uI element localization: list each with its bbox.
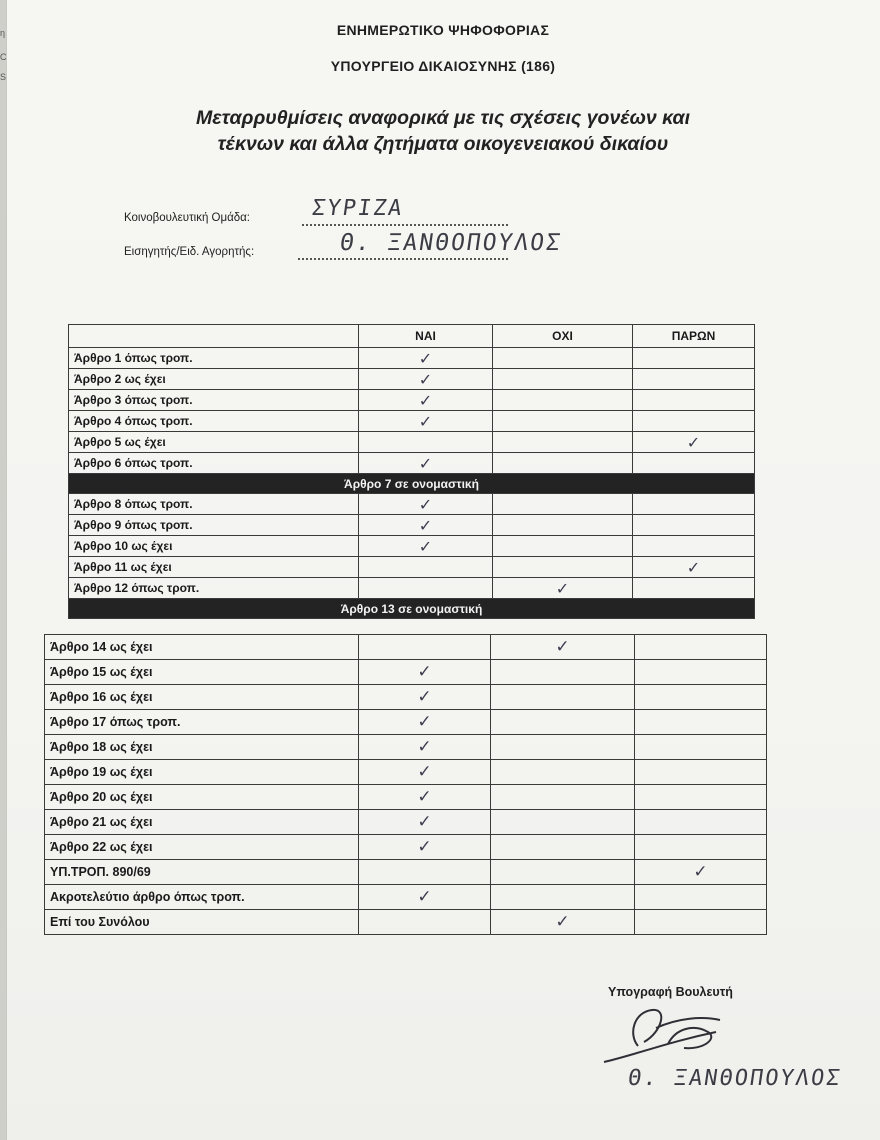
table-row [45, 810, 767, 835]
check-mark-icon: ✓ [359, 835, 491, 860]
vote-cell [493, 494, 633, 515]
group-dotted-line [302, 224, 508, 226]
vote-cell [491, 710, 635, 735]
vote-cell [635, 660, 767, 685]
vote-cell [633, 494, 755, 515]
table-row [69, 390, 755, 411]
article-label: Άρθρο 22 ως έχει [45, 835, 359, 860]
vote-cell [633, 348, 755, 369]
edge-mark: C [0, 52, 7, 62]
article-label: Άρθρο 19 ως έχει [45, 760, 359, 785]
vote-cell [633, 453, 755, 474]
vote-cell [633, 515, 755, 536]
table-row [45, 735, 767, 760]
vote-cell [491, 785, 635, 810]
band-label: Άρθρο 13 σε ονομαστική [69, 599, 755, 619]
article-label: Άρθρο 3 όπως τροπ. [69, 390, 359, 411]
vote-cell [359, 432, 493, 453]
check-mark-icon: ✓ [359, 885, 491, 910]
table-row [69, 557, 755, 578]
vote-cell [635, 810, 767, 835]
header-line-1: ΕΝΗΜΕΡΩΤΙΚΟ ΨΗΦΟΦΟΡΙΑΣ [336, 22, 550, 38]
check-mark-icon: ✓ [359, 348, 493, 369]
rapporteur-label: Εισηγητής/Ειδ. Αγορητής: [124, 246, 255, 258]
vote-cell [635, 760, 767, 785]
vote-cell [359, 910, 491, 935]
vote-cell [635, 885, 767, 910]
article-label: Άρθρο 14 ως έχει [45, 635, 359, 660]
table-row [69, 453, 755, 474]
check-mark-icon: ✓ [359, 494, 493, 515]
edge-mark: η [0, 28, 6, 38]
vote-cell [491, 760, 635, 785]
article-label: Άρθρο 15 ως έχει [45, 660, 359, 685]
vote-cell [491, 810, 635, 835]
vote-cell [491, 685, 635, 710]
signature-handwritten-name: Θ. ΞΑΝΘΟΠΟΥΛΟΣ [626, 1066, 844, 1091]
roll-call-band [69, 599, 755, 619]
group-handwritten-value: ΣΥΡΙΖΑ [310, 196, 406, 221]
signature-label: Υπογραφή Βουλευτή [608, 985, 733, 999]
table-row [69, 536, 755, 557]
vote-table-lower [44, 634, 766, 935]
check-mark-icon: ✓ [359, 536, 493, 557]
article-label: Άρθρο 11 ως έχει [69, 557, 359, 578]
column-header-no: ΟΧΙ [493, 325, 633, 348]
vote-cell [491, 835, 635, 860]
check-mark-icon: ✓ [359, 369, 493, 390]
table-row [45, 785, 767, 810]
vote-cell [635, 685, 767, 710]
table-row [45, 760, 767, 785]
table-row [45, 860, 767, 885]
check-mark-icon: ✓ [359, 760, 491, 785]
check-mark-icon: ✓ [359, 785, 491, 810]
column-header-yes: ΝΑΙ [359, 325, 493, 348]
check-mark-icon: ✓ [359, 411, 493, 432]
rapporteur-dotted-line [298, 258, 508, 260]
table-row [45, 885, 767, 910]
vote-cell [359, 635, 491, 660]
check-mark-icon: ✓ [359, 390, 493, 411]
vote-cell [493, 536, 633, 557]
vote-cell [635, 785, 767, 810]
vote-cell [493, 432, 633, 453]
roll-call-band [69, 474, 755, 494]
article-label: Άρθρο 2 ως έχει [69, 369, 359, 390]
signature-scribble [598, 998, 748, 1068]
bill-title-line-2: τέκνων και άλλα ζητήματα οικογενειακού δικαίου [217, 133, 669, 155]
vote-cell [633, 411, 755, 432]
table-row [69, 348, 755, 369]
check-mark-icon: ✓ [359, 660, 491, 685]
vote-cell [491, 660, 635, 685]
rapporteur-handwritten-value: Θ. ΞΑΝΘΟΠΟΥΛΟΣ [338, 230, 564, 256]
vote-cell [493, 557, 633, 578]
bill-title-line-1: Μεταρρυθμίσεις αναφορικά με τις σχέσεις γονέων και [196, 107, 690, 129]
check-mark-icon: ✓ [359, 515, 493, 536]
vote-cell [491, 735, 635, 760]
vote-cell [633, 369, 755, 390]
vote-cell [493, 453, 633, 474]
header-line-2: ΥΠΟΥΡΓΕΙΟ ΔΙΚΑΙΟΣΥΝΗΣ (186) [330, 58, 556, 74]
group-label: Κοινοβουλευτική Ομάδα: [124, 212, 250, 224]
vote-cell [493, 515, 633, 536]
article-label: Άρθρο 21 ως έχει [45, 810, 359, 835]
table-row [45, 685, 767, 710]
vote-cell [635, 635, 767, 660]
table-row [45, 910, 767, 935]
check-mark-icon: ✓ [491, 635, 635, 660]
article-label: Άρθρο 4 όπως τροπ. [69, 411, 359, 432]
edge-mark: S [0, 72, 7, 82]
article-label: Άρθρο 12 όπως τροπ. [69, 578, 359, 599]
article-label: Άρθρο 8 όπως τροπ. [69, 494, 359, 515]
article-label: Άρθρο 20 ως έχει [45, 785, 359, 810]
vote-cell [359, 578, 493, 599]
article-label: Άρθρο 9 όπως τροπ. [69, 515, 359, 536]
table-row [45, 635, 767, 660]
column-header-present: ΠΑΡΩΝ [633, 325, 755, 348]
table-row [69, 369, 755, 390]
vote-cell [635, 735, 767, 760]
vote-cell [633, 390, 755, 411]
check-mark-icon: ✓ [493, 578, 633, 599]
vote-cell [491, 860, 635, 885]
table-row [69, 494, 755, 515]
table-row [69, 411, 755, 432]
article-label: Άρθρο 16 ως έχει [45, 685, 359, 710]
vote-table-upper [68, 324, 754, 619]
vote-cell [633, 536, 755, 557]
table-row [69, 432, 755, 453]
table-row [45, 710, 767, 735]
vote-cell [633, 578, 755, 599]
vote-cell [635, 910, 767, 935]
article-label: Επί του Συνόλου [45, 910, 359, 935]
table-row [69, 578, 755, 599]
article-label: Άρθρο 18 ως έχει [45, 735, 359, 760]
article-label: Άρθρο 1 όπως τροπ. [69, 348, 359, 369]
article-label: Άρθρο 5 ως έχει [69, 432, 359, 453]
check-mark-icon: ✓ [359, 710, 491, 735]
check-mark-icon: ✓ [359, 453, 493, 474]
table-header-row [69, 325, 755, 348]
table-row [45, 835, 767, 860]
vote-cell [493, 348, 633, 369]
article-label: Άρθρο 10 ως έχει [69, 536, 359, 557]
vote-cell [491, 885, 635, 910]
table-row [45, 660, 767, 685]
vote-table [44, 634, 767, 935]
band-label: Άρθρο 7 σε ονομαστική [69, 474, 755, 494]
check-mark-icon: ✓ [635, 860, 767, 885]
article-label: Ακροτελεύτιο άρθρο όπως τροπ. [45, 885, 359, 910]
article-label: Άρθρο 6 όπως τροπ. [69, 453, 359, 474]
vote-cell [493, 390, 633, 411]
vote-cell [359, 557, 493, 578]
check-mark-icon: ✓ [633, 557, 755, 578]
vote-cell [493, 411, 633, 432]
check-mark-icon: ✓ [633, 432, 755, 453]
voting-sheet [6, 0, 880, 1140]
vote-cell [635, 835, 767, 860]
article-label: ΥΠ.ΤΡΟΠ. 890/69 [45, 860, 359, 885]
table-row [69, 515, 755, 536]
article-label: Άρθρο 17 όπως τροπ. [45, 710, 359, 735]
check-mark-icon: ✓ [359, 810, 491, 835]
vote-cell [635, 710, 767, 735]
vote-cell [493, 369, 633, 390]
column-header [69, 325, 359, 348]
vote-cell [359, 860, 491, 885]
check-mark-icon: ✓ [359, 685, 491, 710]
check-mark-icon: ✓ [359, 735, 491, 760]
check-mark-icon: ✓ [491, 910, 635, 935]
vote-table [68, 324, 755, 619]
